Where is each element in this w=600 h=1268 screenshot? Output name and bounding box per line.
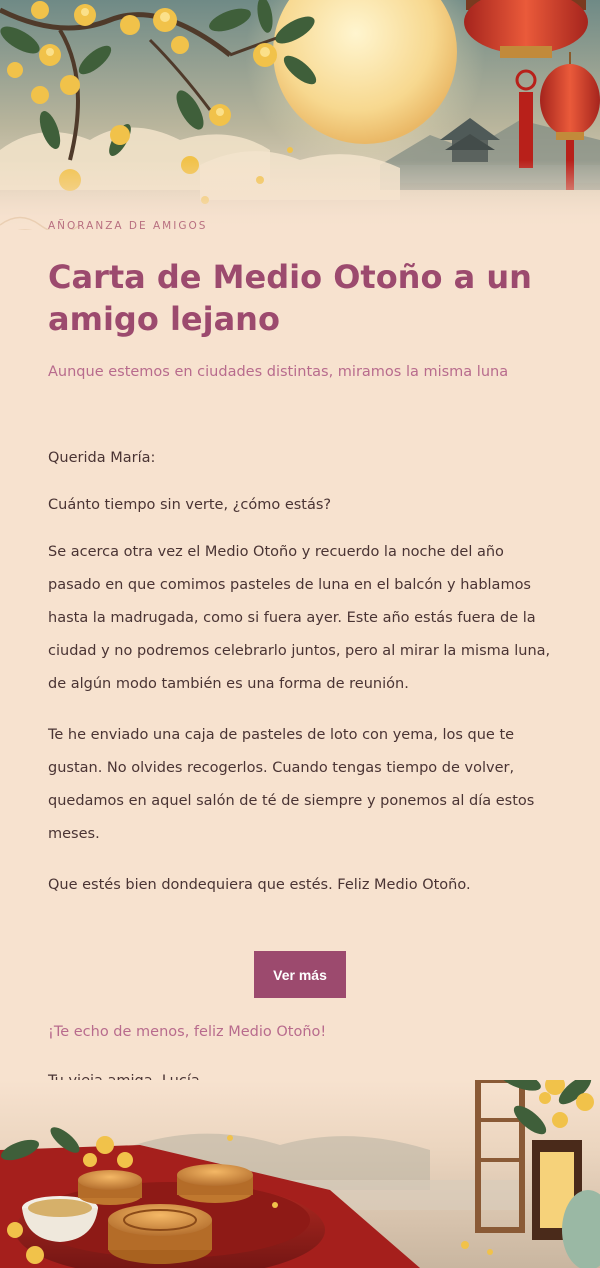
letter-paragraph: Que estés bien dondequiera que estés. Feliz Medio Otoño. bbox=[48, 877, 471, 893]
ver-mas-button[interactable]: Ver más bbox=[254, 951, 346, 998]
footer-illustration bbox=[0, 1080, 600, 1268]
letter-paragraph: Cuánto tiempo sin verte, ¿cómo estás? bbox=[48, 497, 332, 513]
letter-paragraph: Te he enviado una caja de pasteles de loto con yema, los que te gustan. No olvides recogerlos. Cuando tengas tiempo de volver, quedamos en aquel salón de té de siempre y ponemos al día estos meses. bbox=[48, 727, 535, 842]
page-title: Carta de Medio Otoño a un amigo lejano bbox=[48, 258, 532, 338]
mooncake-tray-icon bbox=[0, 1080, 600, 1268]
letter-greeting: Querida María: bbox=[48, 450, 156, 466]
closing-line: ¡Te echo de menos, feliz Medio Otoño! bbox=[48, 1024, 327, 1040]
moon-osmanthus-lantern-icon bbox=[0, 0, 600, 230]
letter-paragraph: Se acerca otra vez el Medio Otoño y recuerdo la noche del año pasado en que comimos pasteles de luna en el balcón y hablamos hasta la madrugada, como si fuera ayer. Este año estás fuera de la ciudad y no podremos celebrarlo juntos, pero al mirar la misma luna, de algún modo también es una forma de reunión. bbox=[48, 544, 551, 692]
letter-body bbox=[48, 442, 553, 920]
header-illustration bbox=[0, 0, 600, 230]
eyebrow-label: AÑORANZA DE AMIGOS bbox=[48, 220, 208, 232]
page-subtitle: Aunque estemos en ciudades distintas, miramos la misma luna bbox=[48, 364, 509, 380]
